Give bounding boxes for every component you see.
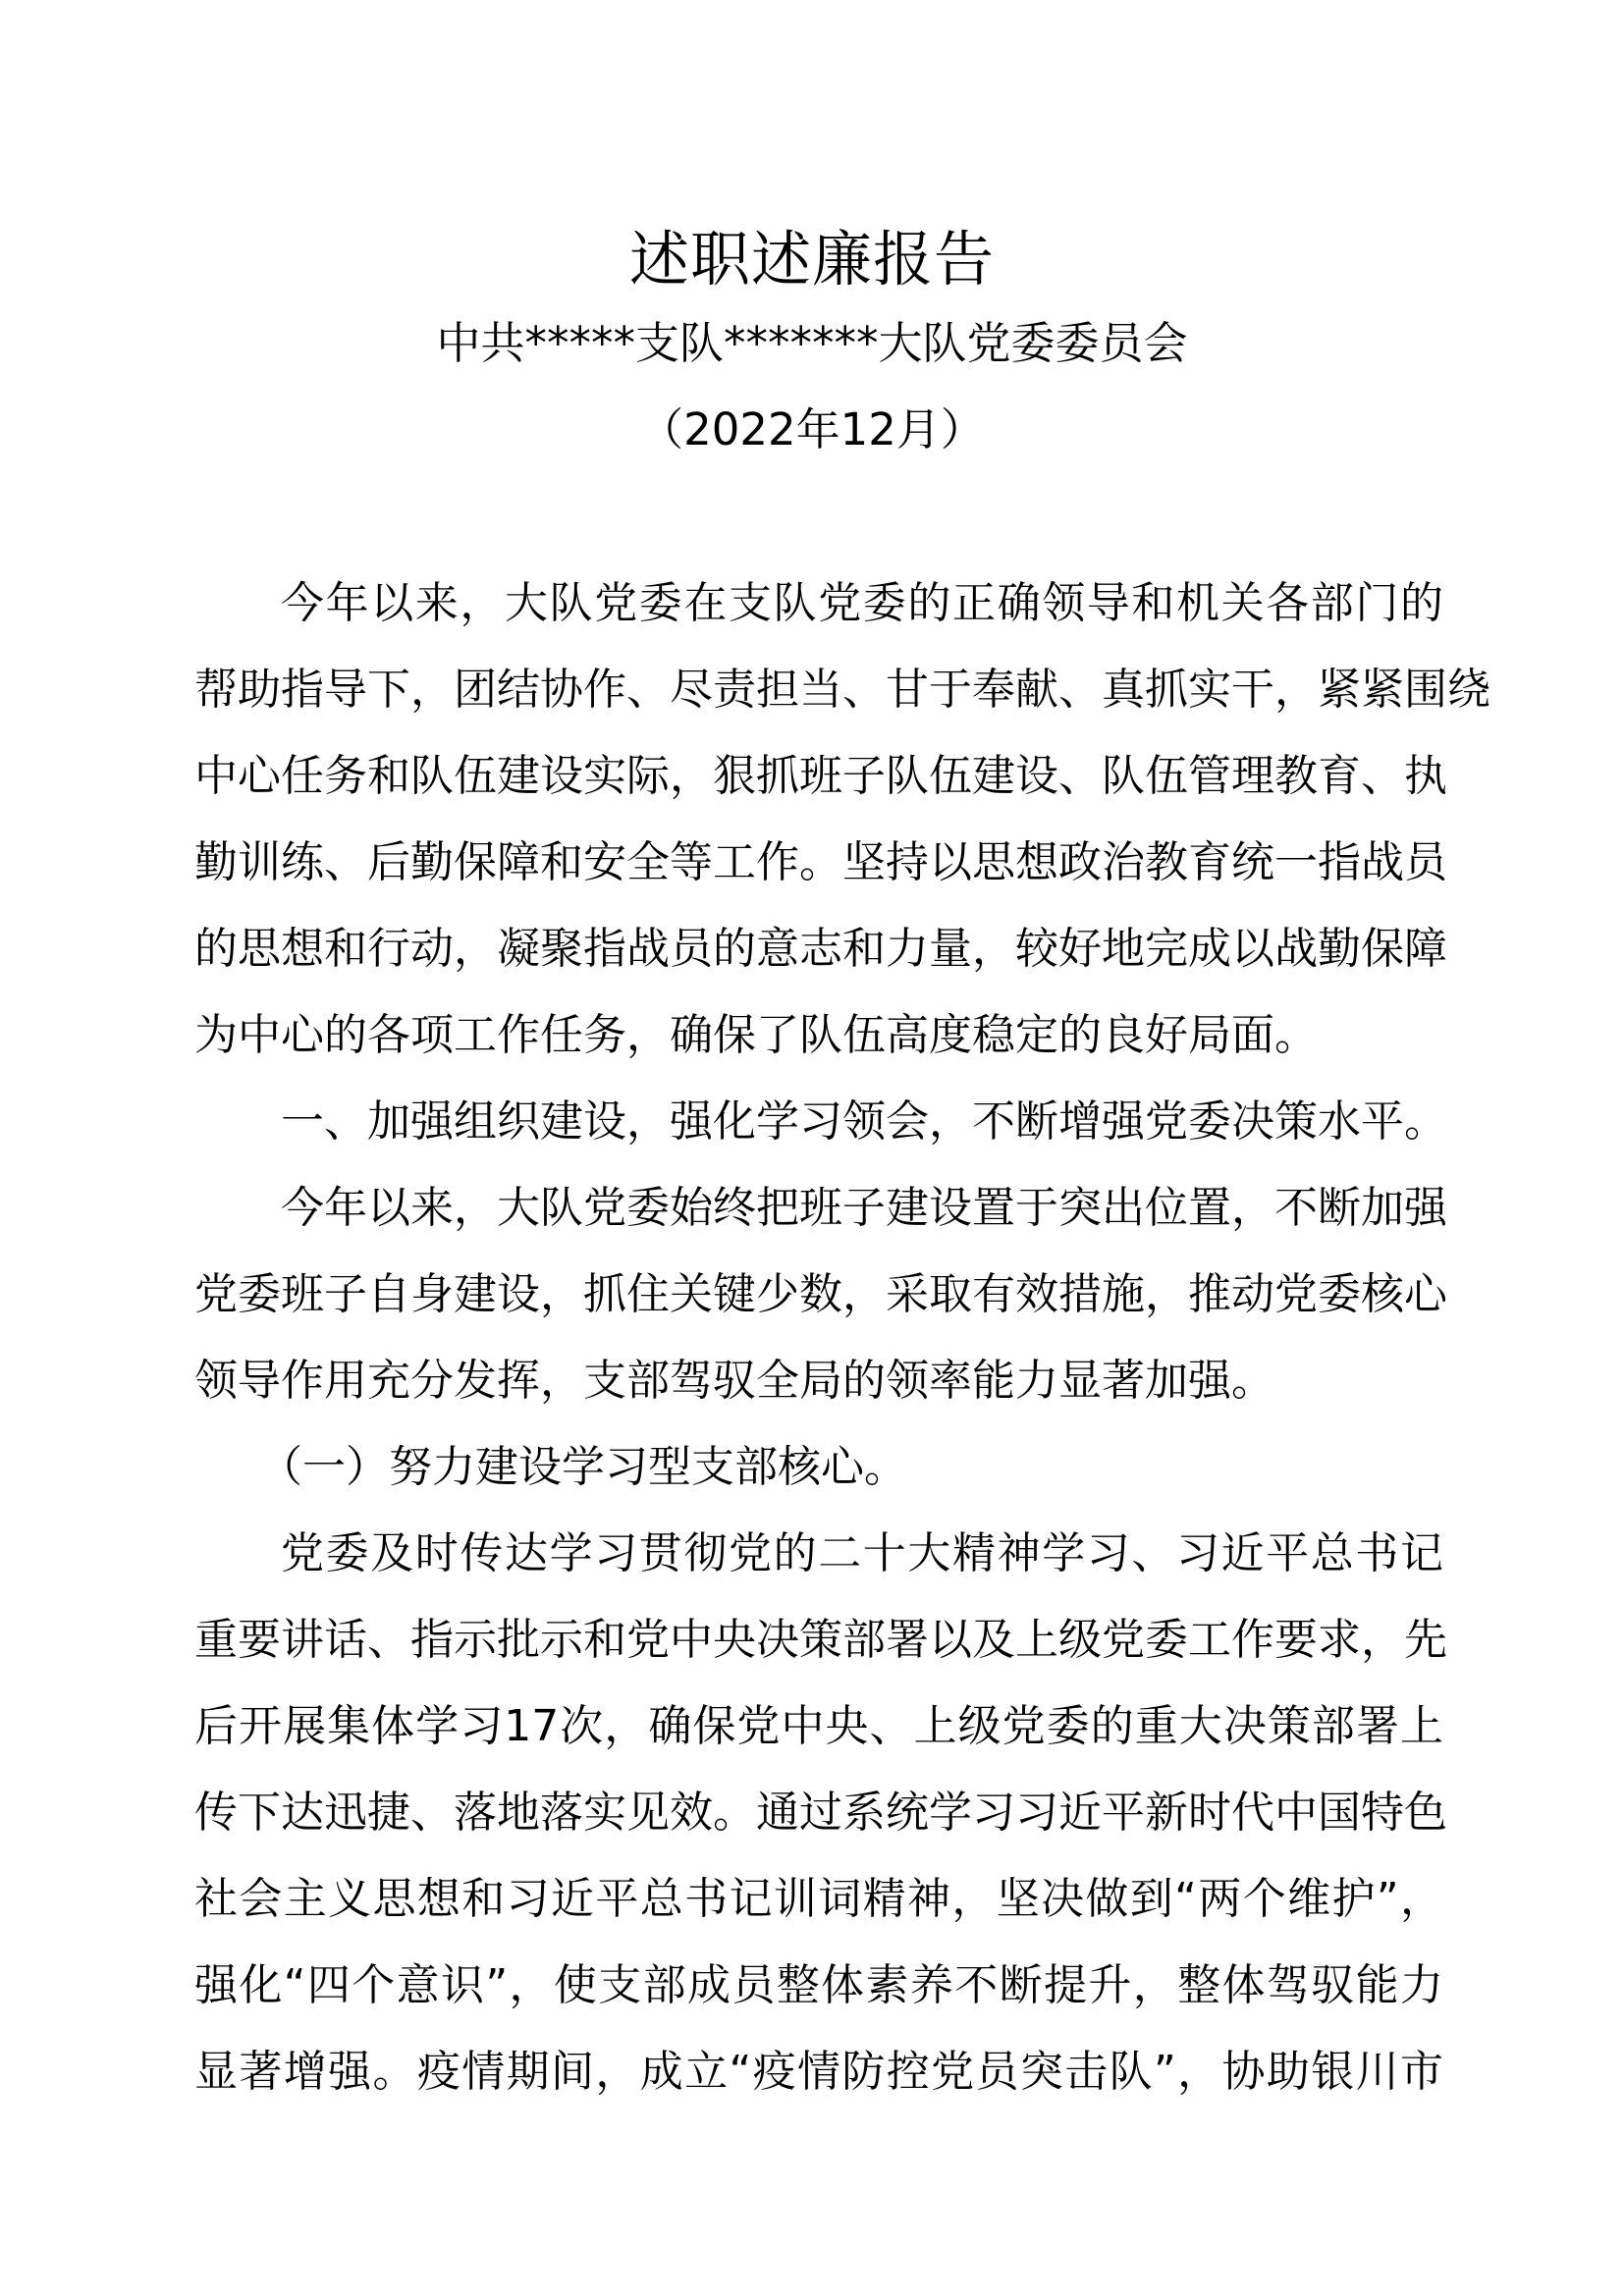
document-date: （2022年12月）	[639, 403, 985, 455]
document-body	[194, 561, 1490, 2115]
body-line: 后开展集体学习17次，确保党中央、上级党委的重大决策部署上	[194, 1701, 1443, 1751]
body-line: 今年以来，大队党委在支队党委的正确领导和机关各部门的	[281, 578, 1443, 628]
body-line: 的思想和行动，凝聚指战员的意志和力量，较好地完成以战勤保障	[194, 924, 1447, 974]
body-line: 重要讲话、指示批示和党中央决策部署以及上级党委工作要求，先	[194, 1615, 1447, 1665]
body-line: 党委班子自身建设，抓住关键少数，采取有效措施，推动党委核心	[194, 1269, 1447, 1319]
body-line: 今年以来，大队党委始终把班子建设置于突出位置，不断加强	[281, 1183, 1447, 1233]
body-line: 勤训练、后勤保障和安全等工作。坚持以思想政治教育统一指战员	[194, 837, 1447, 887]
section-heading: 一、加强组织建设，强化学习领会，不断增强党委决策水平。	[281, 1096, 1447, 1147]
document-title: 述职述廉报告	[628, 225, 995, 294]
body-line: 中心任务和队伍建设实际，狠抓班子队伍建设、队伍管理教育、执	[194, 751, 1447, 801]
body-line: 党委及时传达学习贯彻党的二十大精神学习、习近平总书记	[281, 1528, 1443, 1578]
body-line: 帮助指导下，团结协作、尽责担当、甘于奉献、真抓实干，紧紧围绕	[194, 665, 1490, 715]
body-line: 显著增强。疫情期间，成立“疫情防控党员突击队”，协助银川市	[194, 2047, 1443, 2097]
body-line: 领导作用充分发挥，支部驾驭全局的领率能力显著加强。	[194, 1356, 1274, 1406]
document-subtitle: 中共*****支队*******大队党委委员会	[436, 317, 1188, 369]
subsection-heading: （一）努力建设学习型支部核心。	[259, 1442, 907, 1492]
body-line: 社会主义思想和习近平总书记训词精神，坚决做到“两个维护”，	[194, 1874, 1443, 1924]
body-line: 传下达迅捷、落地落实见效。通过系统学习习近平新时代中国特色	[194, 1788, 1447, 1838]
body-line: 为中心的各项工作任务，确保了队伍高度稳定的良好局面。	[194, 1010, 1318, 1060]
body-line: 强化“四个意识”，使支部成员整体素养不断提升，整体驾驭能力	[194, 1960, 1443, 2010]
